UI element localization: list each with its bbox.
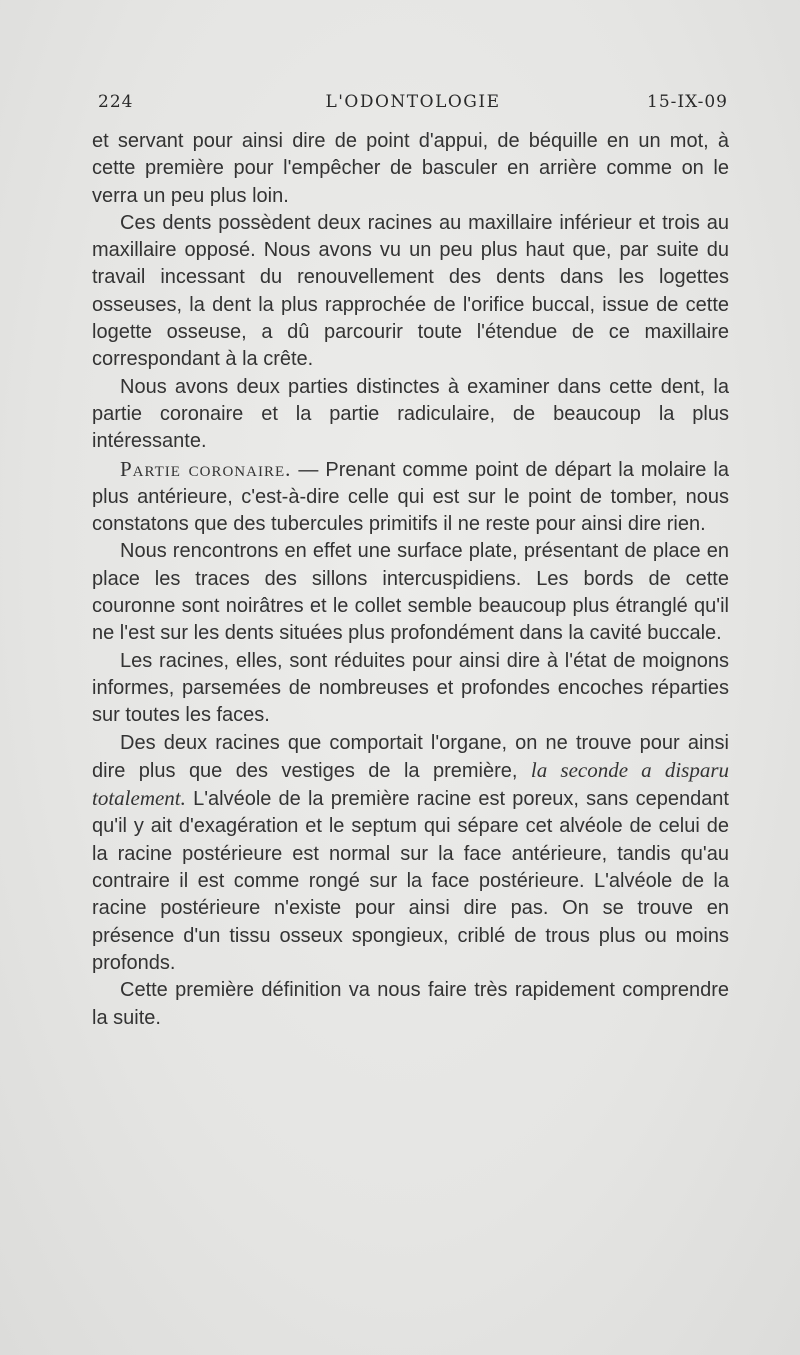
page-number: 224 xyxy=(98,92,134,112)
italic-phrase: la seconde a disparu totalement. xyxy=(92,757,730,811)
paragraph-text: L'alvéole de la première racine est poreux, sans cependant qu'il y ait d'exagération et le septum qui sépare cet alvéole de celui de la racine postérieure est normal sur la face antérieure, tandis qu'au contraire il est comme rongé sur la face postérieure. L'alvéole de la racine postérieure n'existe pour ainsi dire pas. On se trouve en présence d'un tissu osseux spongieux, criblé de trous plus ou moins profonds. xyxy=(92,788,729,974)
running-header xyxy=(98,92,728,122)
paragraph xyxy=(92,456,729,539)
paragraph: et servant pour ainsi dire de point d'appui, de béquille en un mot, à cette première pour l'empêcher de basculer en arrière comme on le verra un peu plus loin. xyxy=(92,130,729,207)
paragraph: Nous avons deux parties distinctes à examiner dans cette dent, la partie coronaire et la partie radiculaire, de beaucoup la plus intéressante. xyxy=(92,375,729,453)
issue-date: 15-IX-09 xyxy=(647,92,728,112)
article-body xyxy=(92,128,729,1032)
paragraph: Ces dents possèdent deux racines au maxillaire inférieur et trois au maxillaire opposé. Nous avons vu un peu plus haut que, par suite du travail incessant du renouvellement des dents dans les logettes osseuses, la dent la plus rapprochée de l'orifice buccal, issue de cette logette osseuse, a dû parcourir toute l'étendue de ce maxillaire correspondant à la crête. xyxy=(92,211,729,371)
paragraph: Les racines, elles, sont réduites pour ainsi dire à l'état de moignons informes, parsemées de nombreuses et profondes encoches réparties sur toutes les faces. xyxy=(92,649,729,727)
paragraph-text: Des deux racines que comportait l'organe, on ne trouve pour ainsi dire plus que des vestiges de la première, xyxy=(92,731,729,782)
section-heading: Partie coronaire. xyxy=(120,456,292,481)
paragraph-text: — Prenant comme point de départ la molaire la plus antérieure, c'est-à-dire celle qui est sur le point de tomber, nous constatons que des tubercules primitifs il ne reste pour ainsi dire rien. xyxy=(92,458,729,536)
paragraph xyxy=(92,730,729,978)
paragraph: Cette première définition va nous faire très rapidement comprendre la suite. xyxy=(92,979,729,1029)
paragraph: Nous rencontrons en effet une surface plate, présentant de place en place les traces des sillons intercuspidiens. Les bords de cette couronne sont noirâtres et le collet semble beaucoup plus étranglé qu'il ne l'est sur les dents situées plus profondément dans la cavité buccale. xyxy=(92,540,729,645)
journal-title: L'ODONTOLOGIE xyxy=(325,92,501,112)
